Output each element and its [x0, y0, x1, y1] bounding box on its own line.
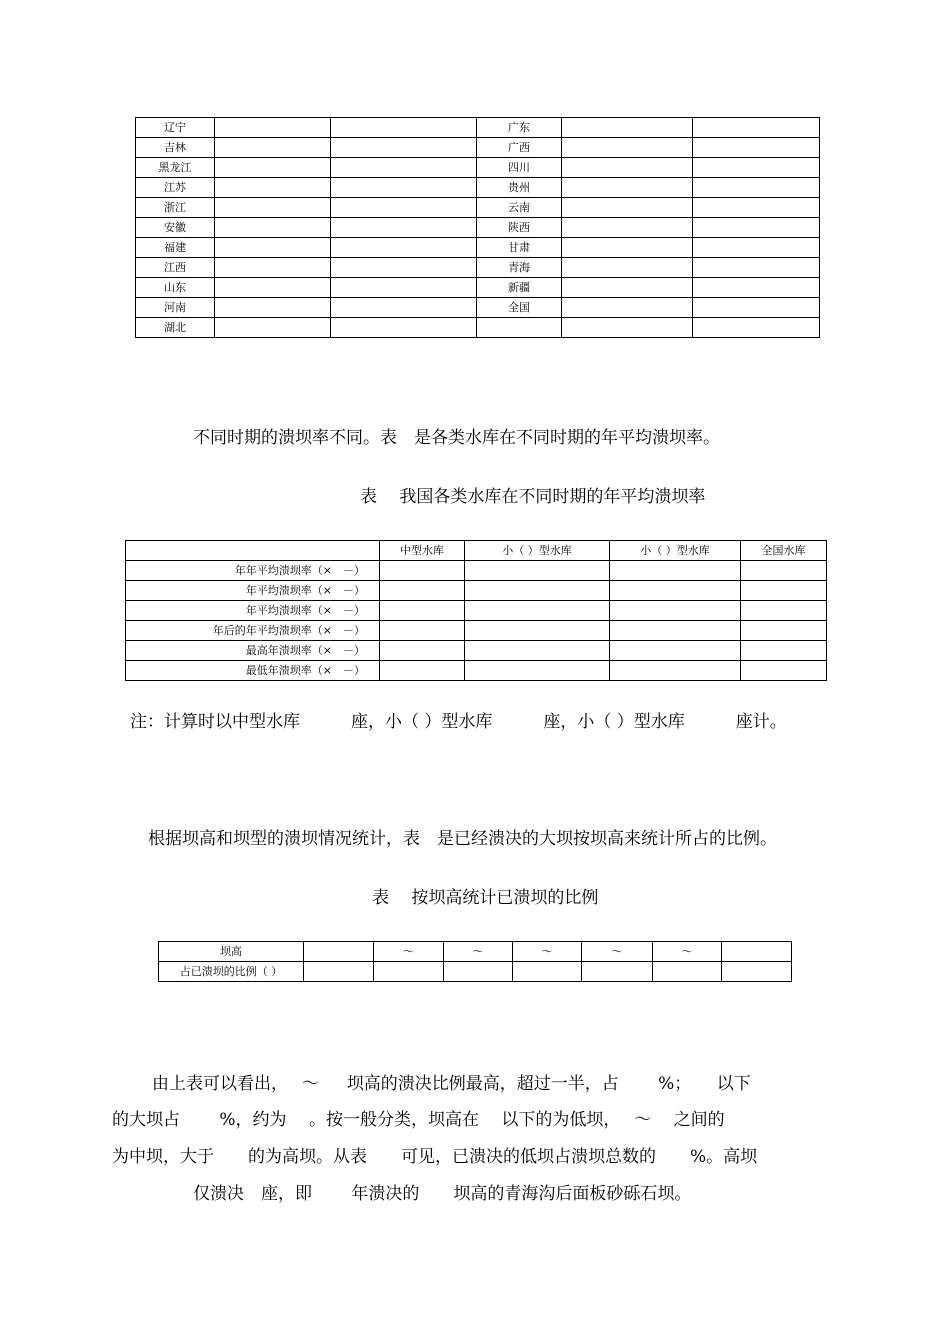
table-row	[126, 601, 827, 621]
table-cell	[693, 298, 820, 318]
column-header: 全国水库	[741, 541, 827, 561]
table-cell	[722, 962, 792, 982]
table-cell	[741, 641, 827, 661]
table-cell: ～	[444, 942, 513, 962]
row-label: 年后的年平均溃坝率（× －）	[126, 621, 380, 641]
province-name-cell: 浙江	[136, 198, 215, 218]
row-label: 占已溃坝的比例（ ）	[159, 962, 304, 982]
table-cell	[304, 962, 374, 982]
column-header: 小（ ）型水库	[610, 541, 741, 561]
table-cell	[610, 561, 741, 581]
row-label: 最低年溃坝率（× －）	[126, 661, 380, 681]
table-cell	[215, 238, 331, 258]
table-cell	[562, 198, 693, 218]
table-cell	[465, 561, 610, 581]
table-cell	[610, 641, 741, 661]
table-row	[136, 158, 820, 178]
table-cell	[215, 118, 331, 138]
table-cell	[513, 962, 582, 982]
province-name-cell: 安徽	[136, 218, 215, 238]
table-cell	[562, 318, 693, 338]
table-cell	[465, 601, 610, 621]
table-cell	[331, 138, 477, 158]
table-cell	[465, 581, 610, 601]
table-cell	[562, 258, 693, 278]
table-cell	[304, 942, 374, 962]
table-cell	[374, 962, 444, 982]
table-cell	[562, 118, 693, 138]
province-name-cell: 黑龙江	[136, 158, 215, 178]
province-name-cell: 湖北	[136, 318, 215, 338]
table-row	[126, 641, 827, 661]
province-name-cell: 四川	[477, 158, 562, 178]
table-cell	[215, 258, 331, 278]
table-cell	[331, 218, 477, 238]
province-name-cell: 广东	[477, 118, 562, 138]
table-cell	[741, 621, 827, 641]
table-cell	[741, 581, 827, 601]
table-row	[126, 621, 827, 641]
province-table	[135, 117, 820, 338]
table-cell	[693, 178, 820, 198]
paragraph-dam-failure-periods: 不同时期的溃坝率不同。表 是各类水库在不同时期的年平均溃坝率。	[193, 428, 720, 448]
province-name-cell: 甘肃	[477, 238, 562, 258]
row-label: 年平均溃坝率（× －）	[126, 581, 380, 601]
table-row	[159, 962, 792, 982]
table-caption-height: 表 按坝高统计已溃坝的比例	[372, 888, 599, 908]
table-row	[136, 218, 820, 238]
table-row	[126, 561, 827, 581]
province-name-cell: 贵州	[477, 178, 562, 198]
table-cell	[215, 138, 331, 158]
table-cell	[331, 258, 477, 278]
paragraph-summary-line-1: 由上表可以看出， ～ 坝高的溃决比例最高，超过一半，占 %； 以下	[152, 1074, 751, 1094]
table-row	[136, 178, 820, 198]
table-cell	[331, 118, 477, 138]
province-name-cell	[477, 318, 562, 338]
table-cell	[610, 581, 741, 601]
table-cell: ～	[582, 942, 653, 962]
table-cell	[331, 178, 477, 198]
table-cell	[693, 158, 820, 178]
table-cell	[465, 661, 610, 681]
province-name-cell: 广西	[477, 138, 562, 158]
table-cell	[693, 218, 820, 238]
table-cell	[215, 178, 331, 198]
table-cell	[444, 962, 513, 982]
province-name-cell: 全国	[477, 298, 562, 318]
province-name-cell: 陕西	[477, 218, 562, 238]
table-cell	[215, 278, 331, 298]
province-name-cell: 山东	[136, 278, 215, 298]
table-cell	[562, 158, 693, 178]
province-name-cell: 吉林	[136, 138, 215, 158]
table-cell	[562, 218, 693, 238]
dam-height-table	[158, 941, 792, 982]
table-cell	[693, 258, 820, 278]
table-cell	[722, 942, 792, 962]
table-cell: ～	[513, 942, 582, 962]
table-cell	[741, 561, 827, 581]
table-cell	[653, 962, 722, 982]
province-name-cell: 江苏	[136, 178, 215, 198]
table-cell	[465, 621, 610, 641]
column-header: 中型水库	[380, 541, 465, 561]
table-cell	[610, 661, 741, 681]
table-cell	[331, 278, 477, 298]
table-cell	[693, 278, 820, 298]
row-label: 年平均溃坝率（× －）	[126, 601, 380, 621]
table-note: 注：计算时以中型水库 座，小（ ）型水库 座，小（ ）型水库 座计。	[130, 712, 787, 732]
table-cell	[610, 621, 741, 641]
table-cell	[693, 238, 820, 258]
table-cell	[562, 138, 693, 158]
table-cell	[693, 138, 820, 158]
table-cell	[693, 198, 820, 218]
table-cell	[331, 198, 477, 218]
table-cell	[331, 238, 477, 258]
table-cell	[562, 298, 693, 318]
table-cell	[693, 118, 820, 138]
table-cell	[380, 581, 465, 601]
table-row	[136, 298, 820, 318]
paragraph-summary-line-4: 仅溃决 座，即 年溃决的 坝高的青海沟后面板砂砾石坝。	[193, 1184, 692, 1204]
failure-rate-table	[125, 540, 827, 681]
table-cell	[380, 661, 465, 681]
table-cell	[380, 561, 465, 581]
table-cell	[693, 318, 820, 338]
province-name-cell: 河南	[136, 298, 215, 318]
table-cell	[562, 178, 693, 198]
table-cell	[215, 198, 331, 218]
table-row	[136, 138, 820, 158]
table-row	[136, 318, 820, 338]
paragraph-dam-height: 根据坝高和坝型的溃坝情况统计，表 是已经溃决的大坝按坝高来统计所占的比例。	[148, 829, 777, 849]
paragraph-summary-line-3: 为中坝，大于 的为高坝。从表 可见，已溃决的低坝占溃坝总数的 %。高坝	[112, 1147, 758, 1167]
table-row	[126, 661, 827, 681]
paragraph-summary-line-2: 的大坝占 %，约为 。按一般分类，坝高在 以下的为低坝， ～ 之间的	[112, 1110, 725, 1130]
table-row	[136, 118, 820, 138]
province-name-cell: 青海	[477, 258, 562, 278]
table-cell	[331, 298, 477, 318]
table-row	[136, 238, 820, 258]
table-cell	[610, 601, 741, 621]
province-name-cell: 辽宁	[136, 118, 215, 138]
table-cell	[331, 158, 477, 178]
table-cell	[215, 298, 331, 318]
table-cell	[465, 641, 610, 661]
table-row	[159, 942, 792, 962]
table-cell: ～	[374, 942, 444, 962]
table-cell	[741, 601, 827, 621]
column-header: 小（ ）型水库	[465, 541, 610, 561]
table-cell	[380, 621, 465, 641]
table-caption-periods: 表 我国各类水库在不同时期的年平均溃坝率	[360, 487, 706, 507]
table-row	[136, 278, 820, 298]
table-cell	[215, 158, 331, 178]
table-row	[126, 581, 827, 601]
table-header-row	[126, 541, 827, 561]
row-label: 最高年溃坝率（× －）	[126, 641, 380, 661]
table-cell	[380, 601, 465, 621]
table-row	[136, 198, 820, 218]
table-cell	[215, 218, 331, 238]
table-cell	[741, 661, 827, 681]
province-name-cell: 福建	[136, 238, 215, 258]
row-label: 年年平均溃坝率（× －）	[126, 561, 380, 581]
province-name-cell: 云南	[477, 198, 562, 218]
column-header	[126, 541, 380, 561]
table-cell: ～	[653, 942, 722, 962]
table-cell	[562, 238, 693, 258]
table-cell	[582, 962, 653, 982]
table-cell	[331, 318, 477, 338]
province-name-cell: 江西	[136, 258, 215, 278]
province-name-cell: 新疆	[477, 278, 562, 298]
table-cell	[215, 318, 331, 338]
table-cell	[380, 641, 465, 661]
table-cell	[562, 278, 693, 298]
table-row	[136, 258, 820, 278]
row-label: 坝高	[159, 942, 304, 962]
